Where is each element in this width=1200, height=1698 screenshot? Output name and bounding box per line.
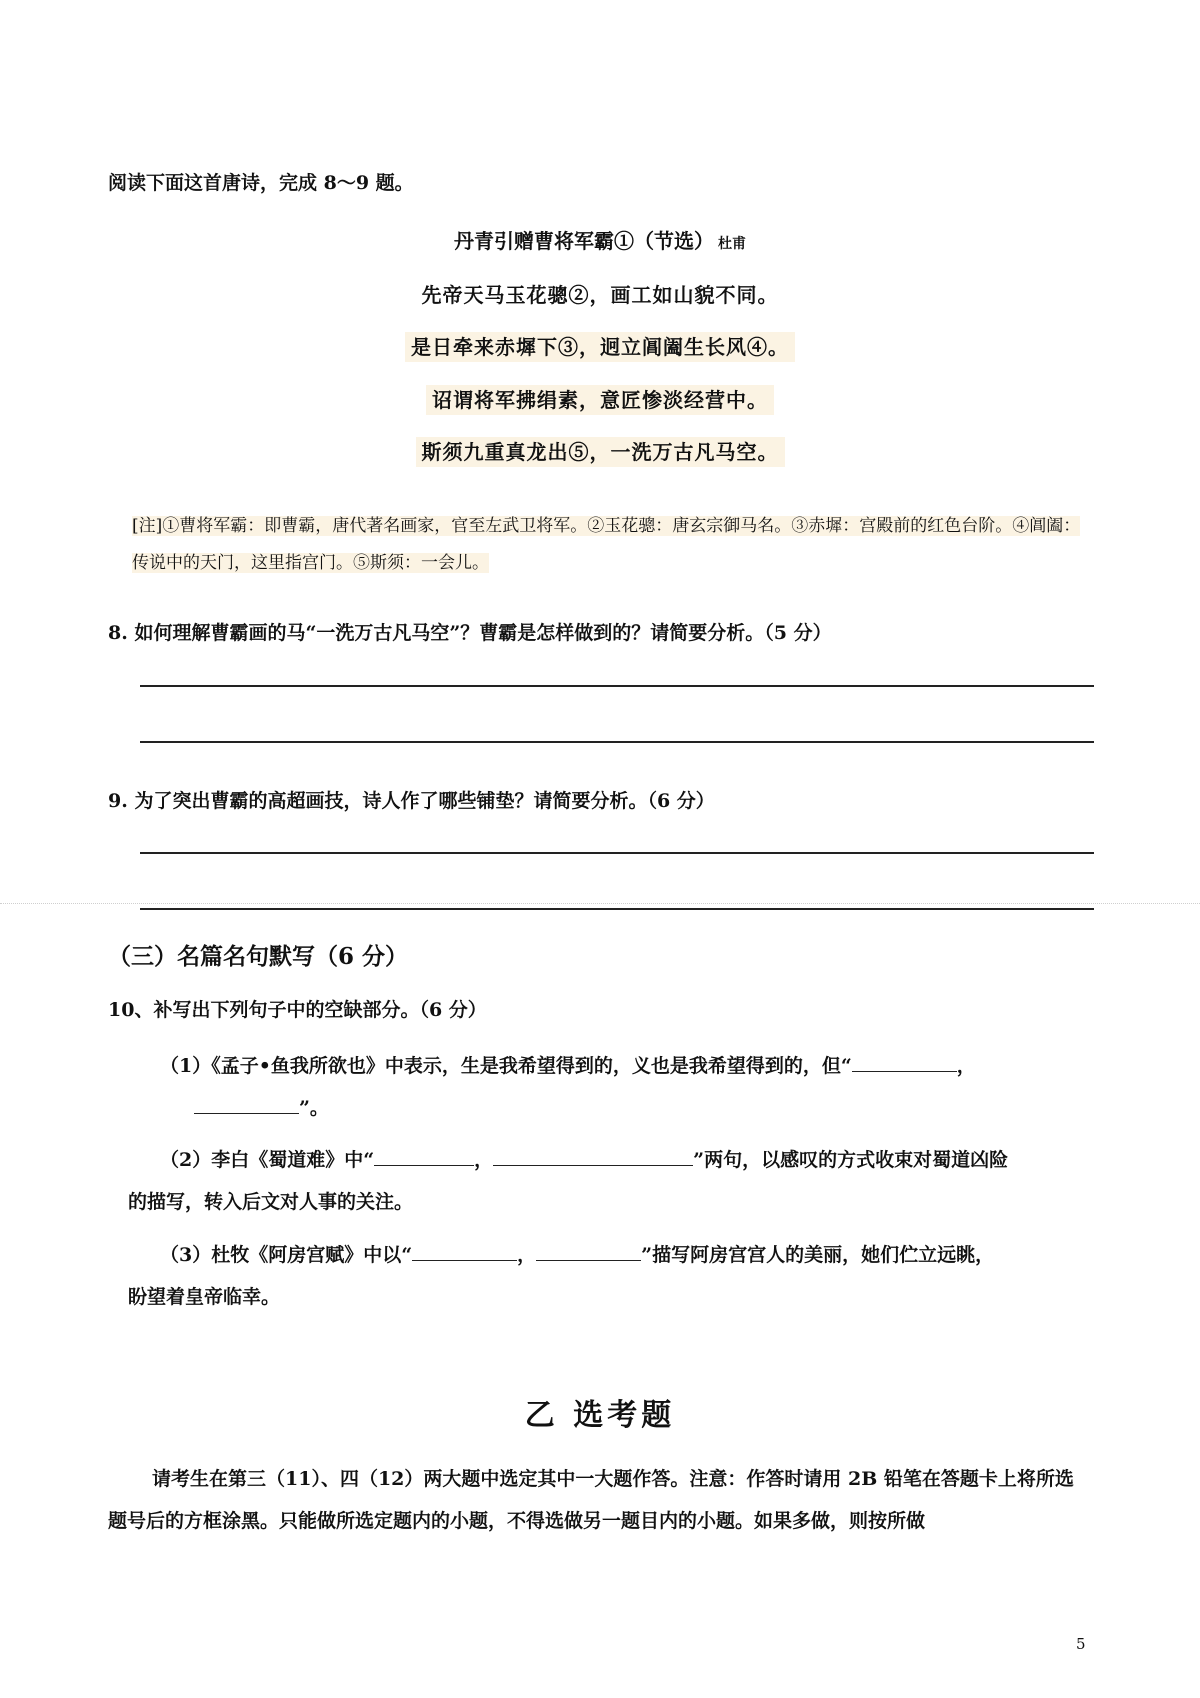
poem-author: 杜甫 (718, 236, 746, 252)
fill-blank[interactable] (536, 1240, 641, 1261)
reading-intro: 阅读下面这首唐诗，完成 8～9 题。 (108, 172, 414, 194)
poem-annotation (132, 508, 1090, 582)
fill-item-3-cont: 盼望着皇帝临幸。 (128, 1286, 281, 1308)
fill-item-text: ， (474, 1149, 494, 1171)
poem-line-3 (0, 384, 1200, 413)
fill-item-text: （2）李白《蜀道难》中“ (160, 1149, 375, 1171)
answer-line-9b[interactable] (140, 908, 1094, 910)
fill-blank[interactable] (493, 1145, 693, 1166)
poem-line-text: 先帝天马玉花骢②，画工如山貌不同。 (421, 283, 779, 307)
poem-line-1 (0, 279, 1200, 308)
fill-blank[interactable] (852, 1051, 957, 1072)
question-8: 8. 如何理解曹霸画的马“一洗万古凡马空”？曹霸是怎样做到的？请简要分析。（5 分） (108, 622, 832, 644)
fill-item-1 (160, 1045, 1095, 1129)
question-9: 9. 为了突出曹霸的高超画技，诗人作了哪些铺垫？请简要分析。（6 分） (108, 790, 715, 812)
poem-line-text: 诏谓将军拂绢素，意匠惨淡经营中。 (426, 385, 774, 415)
fill-blank[interactable] (194, 1093, 299, 1114)
fill-item-2 (160, 1139, 1095, 1181)
fill-item-text: ”。 (299, 1097, 329, 1119)
poem-line-4 (0, 436, 1200, 465)
page-number: 5 (1076, 1635, 1086, 1653)
fill-item-2-cont: 的描写，转入后文对人事的关注。 (128, 1191, 414, 1213)
fill-item-3 (160, 1234, 1095, 1276)
poem-line-text: 是日牵来赤墀下③，迥立阊阖生长风④。 (405, 332, 795, 362)
page-divider (0, 903, 1200, 904)
fill-blank[interactable] (412, 1240, 517, 1261)
answer-line-9a[interactable] (140, 852, 1094, 854)
fill-item-text: ， (517, 1244, 537, 1266)
question-10: 10、补写出下列句子中的空缺部分。（6 分） (108, 999, 487, 1021)
poem-title (0, 225, 1200, 254)
answer-line-8a[interactable] (140, 685, 1094, 687)
poem-title-text: 丹青引赠曹将军霸①（节选） (454, 229, 714, 253)
elective-instructions: 请考生在第三（11）、四（12）两大题中选定其中一大题作答。注意：作答时请用 2B 铅笔在答题卡上将所选题号后的方框涂黑。只能做所选定题内的小题，不得选做另一题目内的小题。如果多做，则按所做 (108, 1468, 1074, 1532)
answer-line-8b[interactable] (140, 741, 1094, 743)
fill-item-text: ”两句，以感叹的方式收束对蜀道凶险 (693, 1149, 1009, 1171)
poem-line-2 (0, 331, 1200, 360)
fill-item-text: ”描写阿房宫宫人的美丽，她们伫立远眺， (641, 1244, 995, 1266)
fill-item-text: ， (956, 1055, 976, 1077)
fill-item-text: （1）《孟子•鱼我所欲也》中表示，生是我希望得到的，义也是我希望得到的，但“ (160, 1055, 852, 1077)
annotation-text: [注]①曹将军霸：即曹霸，唐代著名画家，官至左武卫将军。②玉花骢：唐玄宗御马名。③赤墀：宫殿前的红色台阶。④阊阖：传说中的天门，这里指宫门。⑤斯须：一会儿。 (132, 516, 1081, 573)
fill-blank[interactable] (374, 1145, 474, 1166)
section-heading: （三）名篇名句默写（6 分） (108, 943, 409, 970)
poem-line-text: 斯须九重真龙出⑤，一洗万古凡马空。 (416, 437, 785, 467)
elective-title: 乙 选考题 (524, 1398, 676, 1433)
fill-item-text: （3）杜牧《阿房宫赋》中以“ (160, 1244, 413, 1266)
